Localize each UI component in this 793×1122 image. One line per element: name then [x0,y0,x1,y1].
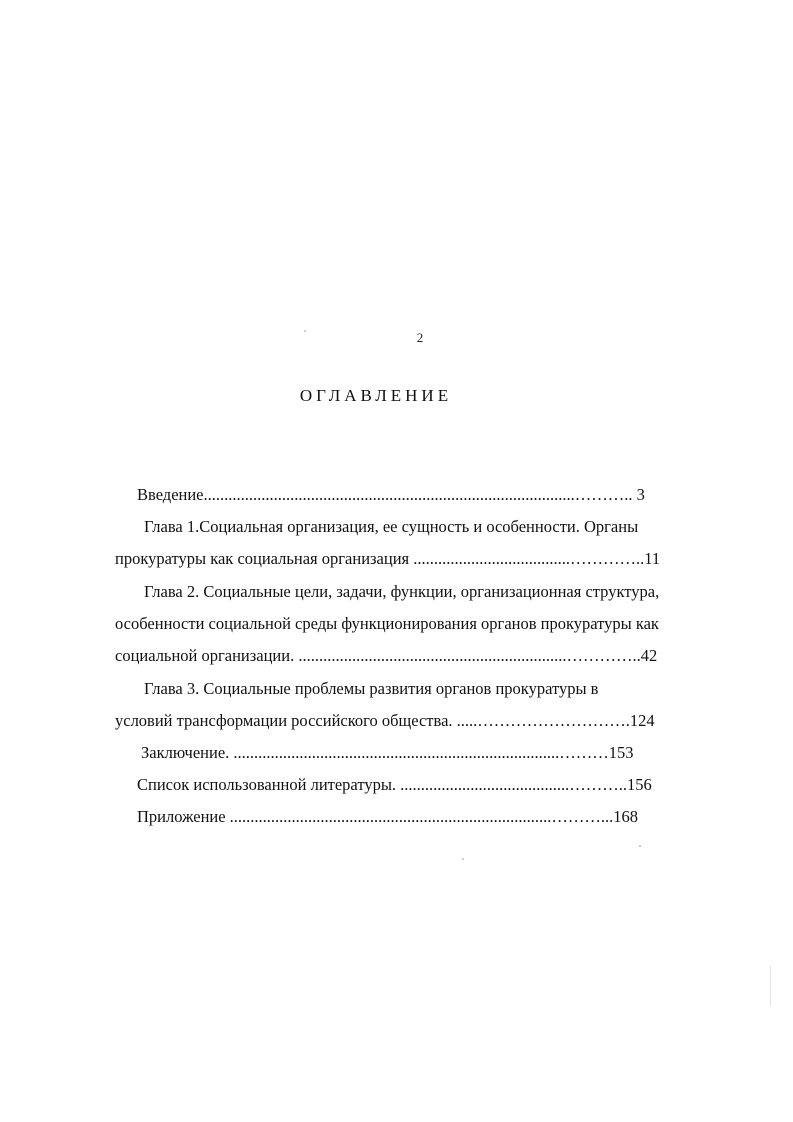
toc-entry-chapter-2-line-2: особенности социальной среды функционирования органов прокуратуры как [115,614,659,633]
scan-speck [462,858,464,860]
toc-entry-bibliography: Список использованной литературы. .........................................………..156 [137,775,652,794]
toc-entry-introduction: Введение..........................................................................................……….. 3 [137,485,645,504]
toc-entry-chapter-3-line-1: Глава 3. Социальные проблемы развития органов прокуратуры в [144,679,599,698]
toc-entry-chapter-2-line-1: Глава 2. Социальные цели, задачи, функции, организационная структура, [144,582,660,601]
toc-entry-chapter-3-line-2: условий трансформации российского общества. .....……………………….124 [115,711,655,730]
scan-speck [304,330,306,332]
toc-entry-chapter-1-line-1: Глава 1.Социальная организация, ее сущность и особенности. Органы [144,517,639,536]
toc-entry-appendix: Приложение ..............................................................................………...168 [137,807,639,826]
page-number: 2 [416,330,424,345]
toc-entry-chapter-2-line-3: социальной организации. .................................................................…………..42 [115,646,658,665]
toc-title: ОГЛАВЛЕНИЕ [299,386,453,405]
toc-entry-conclusion: Заключение. ...............................................................................………153 [141,743,634,762]
toc-entry-chapter-1-line-2: прокуратуры как социальная организация ......................................…………..11 [115,549,661,568]
scan-speck [770,966,771,1006]
scan-speck [639,845,641,847]
